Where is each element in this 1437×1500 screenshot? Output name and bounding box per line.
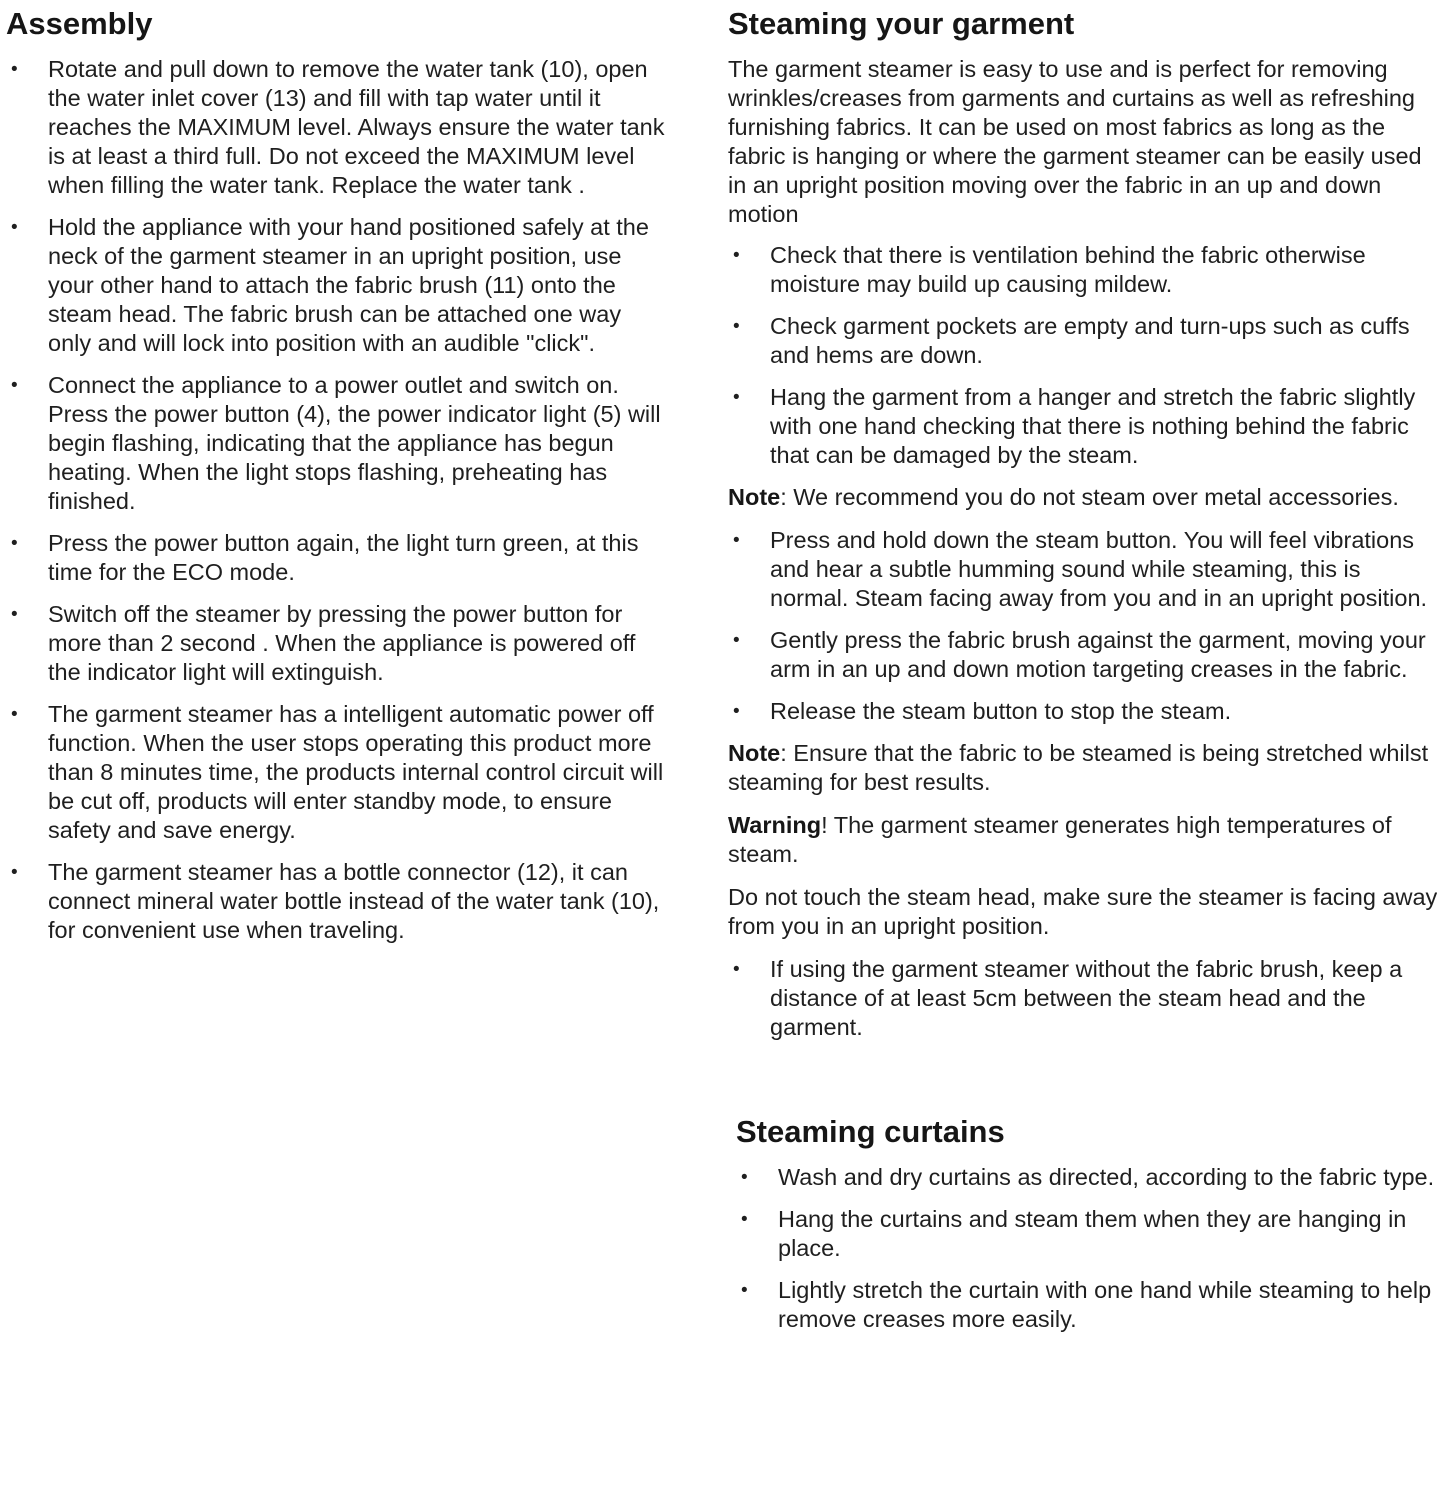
bullet-icon: • [741, 1209, 748, 1230]
list-item-text: Wash and dry curtains as directed, according to the fabric type. [778, 1164, 1435, 1190]
list-item-text: Check garment pockets are empty and turn-ups such as cuffs and hems are down. [770, 313, 1410, 368]
steaming-curtains-section [728, 1114, 1437, 1334]
list-item-text: Connect the appliance to a power outlet and switch on. Press the power button (4), the power indicator light (5) will begin flashing, indicating that the appliance has begun heating. When the light stops flashing, preheating has finished. [48, 372, 661, 514]
note-text: : Ensure that the fabric to be steamed is being stretched whilst steaming for best results. [728, 740, 1429, 795]
list-item [736, 1163, 1437, 1192]
steaming-curtains-heading: Steaming curtains [736, 1114, 1005, 1149]
note-label: Note [728, 484, 781, 510]
list-item-text: Check that there is ventilation behind the fabric otherwise moisture may build up causing mildew. [770, 242, 1366, 297]
list-item-text: Gently press the fabric brush against the garment, moving your arm in an up and down motion targeting creases in the fabric. [770, 627, 1426, 682]
note-stretch-fabric [728, 739, 1437, 797]
steaming-intro-paragraph: The garment steamer is easy to use and is perfect for removing wrinkles/creases from garments and curtains as well as refreshing furnishing fabrics. It can be used on most fabrics as long as the fabric is hanging or where the garment steamer can be easily used in an upright position moving over the fabric in an up and down motion [728, 56, 1422, 227]
list-item [6, 213, 668, 358]
list-item [6, 55, 668, 200]
list-item-text: Release the steam button to stop the steam. [770, 698, 1232, 724]
list-item [728, 626, 1437, 684]
list-item [728, 697, 1437, 726]
bullet-icon: • [11, 375, 18, 396]
list-item [728, 241, 1437, 299]
note-text: : We recommend you do not steam over metal accessories. [780, 484, 1399, 510]
list-item [6, 858, 668, 945]
list-item [6, 371, 668, 516]
steaming-garment-heading: Steaming your garment [728, 6, 1075, 41]
bullet-icon: • [741, 1280, 748, 1301]
list-item-text: Press the power button again, the light turn green, at this time for the ECO mode. [48, 530, 639, 585]
list-item-text: Hold the appliance with your hand positioned safely at the neck of the garment steamer in an upright position, use your other hand to attach the fabric brush (11) onto the steam head. The fabric brush can be attached one way only and will lock into position with an audible "click". [48, 214, 649, 356]
list-item [6, 600, 668, 687]
bullet-icon: • [11, 862, 18, 883]
bullet-icon: • [11, 704, 18, 725]
list-item [6, 529, 668, 587]
warning-high-temperature [728, 811, 1437, 869]
list-item [728, 955, 1437, 1042]
list-item [736, 1205, 1437, 1263]
bullet-icon: • [11, 533, 18, 554]
steam-head-paragraph: Do not touch the steam head, make sure the steamer is facing away from you in an upright position. [728, 884, 1437, 939]
bullet-icon: • [733, 701, 740, 722]
list-item-text: If using the garment steamer without the fabric brush, keep a distance of at least 5cm between the steam head and the garment. [770, 956, 1403, 1040]
bullet-icon: • [733, 630, 740, 651]
list-item-text: Lightly stretch the curtain with one hand while steaming to help remove creases more easily. [778, 1277, 1432, 1332]
list-item-text: The garment steamer has a bottle connector (12), it can connect mineral water bottle instead of the water tank (10), for convenient use when traveling. [48, 859, 660, 943]
bullet-icon: • [11, 59, 18, 80]
list-item-text: Hang the garment from a hanger and stretch the fabric slightly with one hand checking that there is nothing behind the fabric that can be damaged by the steam. [770, 384, 1416, 468]
note-label: Note [728, 740, 781, 766]
list-item [728, 526, 1437, 613]
list-item [728, 312, 1437, 370]
list-item-text: Hang the curtains and steam them when they are hanging in place. [778, 1206, 1407, 1261]
bullet-icon: • [733, 387, 740, 408]
list-item-text: Switch off the steamer by pressing the power button for more than 2 second . When the appliance is powered off the indicator light will extinguish. [48, 601, 636, 685]
list-item [6, 700, 668, 845]
list-item [736, 1276, 1437, 1334]
warning-label: Warning [728, 812, 822, 838]
note-metal-accessories [728, 483, 1437, 512]
warning-text: ! The garment steamer generates high temperatures of steam. [728, 812, 1392, 867]
bullet-icon: • [733, 530, 740, 551]
bullet-icon: • [11, 604, 18, 625]
steaming-garment-section [728, 6, 1437, 1500]
list-item [728, 383, 1437, 470]
bullet-icon: • [11, 217, 18, 238]
bullet-icon: • [733, 959, 740, 980]
bullet-icon: • [733, 316, 740, 337]
assembly-heading: Assembly [6, 6, 153, 41]
list-item-text: Rotate and pull down to remove the water tank (10), open the water inlet cover (13) and fill with tap water until it reaches the MAXIMUM level. Always ensure the water tank is at least a third full. Do not exceed the MAXIMUM level when filling the water tank. Replace the water tank . [48, 56, 665, 198]
list-item-text: The garment steamer has a intelligent automatic power off function. When the user stops operating this product more than 8 minutes time, the products internal control circuit will be cut off, products will enter standby mode, to ensure safety and save energy. [48, 701, 664, 843]
bullet-icon: • [741, 1167, 748, 1188]
list-item-text: Press and hold down the steam button. You will feel vibrations and hear a subtle humming sound while steaming, this is normal. Steam facing away from you and in an upright position. [770, 527, 1428, 611]
assembly-section [6, 6, 668, 1500]
bullet-icon: • [733, 245, 740, 266]
